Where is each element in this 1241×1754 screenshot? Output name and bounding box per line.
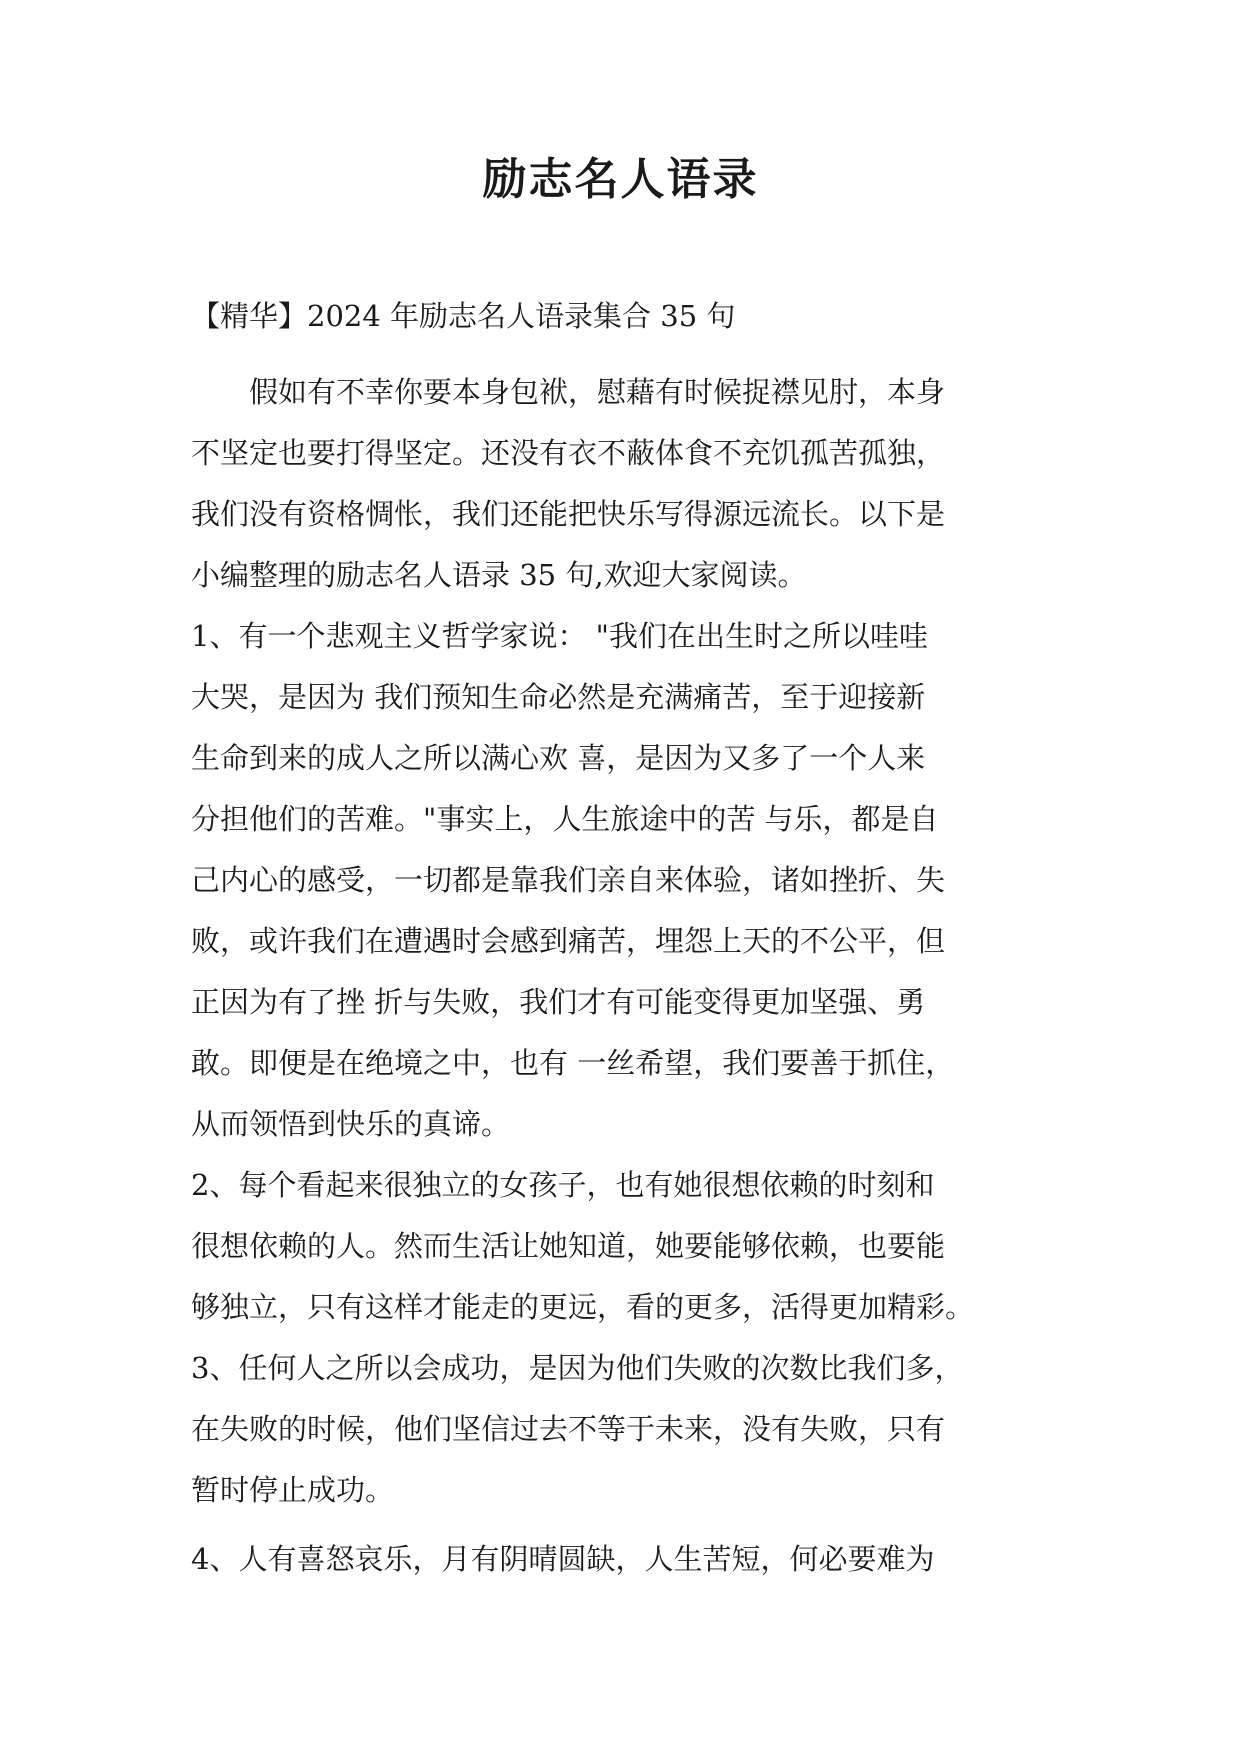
body-line: 在失败的时候，他们坚信过去不等于未来，没有失败，只有 <box>191 1412 946 1446</box>
body-line: 暂时停止成功。 <box>191 1473 395 1507</box>
body-line: 小编整理的励志名人语录 35 句,欢迎大家阅读。 <box>191 558 807 592</box>
document-title: 励志名人语录 <box>482 154 759 205</box>
body-line: 3、任何人之所以会成功，是因为他们失败的次数比我们多， <box>191 1351 964 1385</box>
body-line: 4、人有喜怒哀乐，月有阴晴圆缺，人生苦短，何必要难为 <box>191 1542 935 1576</box>
body-line: 己内心的感受，一切都是靠我们亲自来体验，诸如挫折、失 <box>191 863 946 897</box>
body-line: 败，或许我们在遭遇时会感到痛苦，埋怨上天的不公平，但 <box>191 924 946 958</box>
body-line: 生命到来的成人之所以满心欢 喜，是因为又多了一个人来 <box>191 741 926 775</box>
body-line: 2、每个看起来很独立的女孩子，也有她很想依赖的时刻和 <box>191 1168 935 1202</box>
body-line: 正因为有了挫 折与失败，我们才有可能变得更加坚强、勇 <box>191 985 926 1019</box>
body-line: 够独立，只有这样才能走的更远，看的更多，活得更加精彩。 <box>191 1290 975 1324</box>
body-line: 从而领悟到快乐的真谛。 <box>191 1107 511 1141</box>
document-subtitle: 【精华】2024 年励志名人语录集合 35 句 <box>191 299 736 333</box>
body-line: 大哭，是因为 我们预知生命必然是充满痛苦，至于迎接新 <box>191 680 926 714</box>
body-line: 很想依赖的人。然而生活让她知道，她要能够依赖，也要能 <box>191 1229 946 1263</box>
body-line: 敢。即便是在绝境之中，也有 一丝希望，我们要善于抓住， <box>191 1046 955 1080</box>
body-line: 1、有一个悲观主义哲学家说： "我们在出生时之所以哇哇 <box>191 619 929 653</box>
body-line: 分担他们的苦难。"事实上，人生旅途中的苦 与乐，都是自 <box>191 802 939 836</box>
body-line: 假如有不幸你要本身包袱，慰藉有时候捉襟见肘，本身 <box>191 375 946 409</box>
body-line: 不坚定也要打得坚定。还没有衣不蔽体食不充饥孤苦孤独， <box>191 436 946 470</box>
body-line: 我们没有资格惆怅，我们还能把快乐写得源远流长。以下是 <box>191 497 946 531</box>
